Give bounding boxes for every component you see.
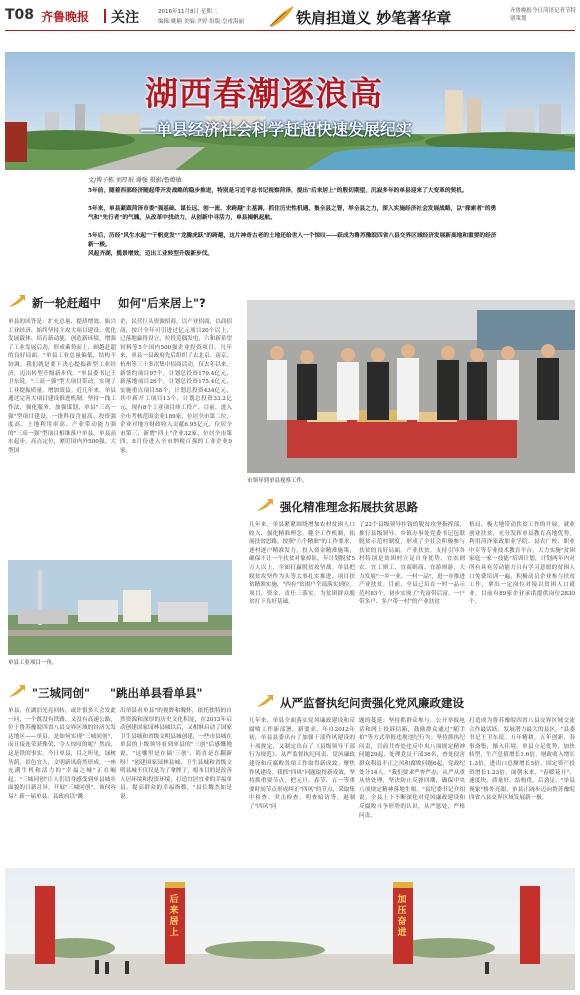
plaza-banner-right: 加压奋进 bbox=[397, 895, 407, 938]
section4-col1: 几年来，单县全面落实党风廉政建设和反腐败工作新部署、新要求，年自2012年初，单县县委出台了加强干部作风建设的十项规定，又制定出台了《县级领导干部行为规范》、从严监督执纪问责、党风廉政建设和反腐败各项工作取得新成效。聚焦作风建设，我抓"四风"问题取得新成效，坚持抓重要节点，把元旦、春节、五一等重要时间节点形成纠正"四风"的节点，采取集中检查、突击检查，明查暗访等，遏制了"四风"问 bbox=[249, 718, 355, 810]
section-name: 关注 bbox=[111, 10, 139, 26]
banner-subtitle: 齐鲁晚报今日菏泽记者节特别策划 bbox=[510, 8, 577, 22]
lead-paragraph-4: 风起齐湖，揽景增效，迈出工业转型升级新步伐。 bbox=[88, 251, 214, 257]
industrial-photo bbox=[8, 560, 232, 655]
page-number: T08 bbox=[5, 7, 35, 23]
section1-title-b: 如何"后来居上"? bbox=[118, 296, 206, 310]
banner-feather-icon bbox=[268, 4, 296, 28]
page-header bbox=[0, 0, 580, 30]
section1-title-a: 新一轮赶超中 bbox=[32, 296, 101, 310]
officials-photo bbox=[247, 300, 575, 473]
lead-paragraph-2: 5年来，单县紧跟菏泽市委"强基础、谋长远、创一流、求跨越"主基调，抓住历史性机遇，集全县之智，举全县之力，深入实施经济社会发展战略，以"探索者"的勇气和"先行者"的气魄，从改革中找动力，从创新中寻活力，单县揭帆起航。 bbox=[88, 206, 497, 221]
separator bbox=[104, 9, 106, 23]
plaza-banner-left: 后来居上 bbox=[169, 895, 179, 938]
industrial-photo-caption: 单县工业项目一角。 bbox=[8, 660, 58, 666]
section3-col1: 单县，在湖泊光亮回转，或许很多人会发此一问，一个既没有铁路、又没有高速公路，位于鲁苏豫皖四省八县交界区域的经济欠发达地区——单县，是如何实现"三城同创"，而且接连荣获殊荣，令人惊叹的呢？然而，这是铁的事实，今日单县，目之所见，绿树丛荫，景色宜人，文明新风蔚然形成，一座充满生机和活力的"幸福之城"正在崛起。"三城同创"让人们切身感受到单县城乡面貌的日新月异。开展"三城同创"，该何容易？新一届单县、县政府以"跳 bbox=[8, 708, 116, 800]
section2-col2: 了22个县级领导挂钩的脱贫攻坚指挥部，推行县级领导、乡镇办事处党委书记包联脱贫示范村制度，形成了全社会积极参与扶贫的良好局面。产业扶贫，支持引导各村特别是贫困村立足自身优势，宜农则农、宜工则工、宜商则商、宜游则游，大力发展"一乡一业、一村一品"，进一步推进产业扶贫。目前，全县已培育一村一品示范村83个，初步实现了"先富带后富、一户带多户、多户带一村"的产业扶贫 bbox=[359, 522, 465, 606]
byline: 文/博子栋 刘厚珉 谢强 摄影/鲁燎敏 bbox=[88, 177, 182, 184]
section-arrow-icon bbox=[256, 497, 274, 511]
section-arrow-icon bbox=[8, 683, 26, 697]
lead-paragraph-3: 5年后，历经"风生水起""千帆竞发""龙腾虎跃"的跨越，这片神奇古老的土地还给世人一个惊叹——跃成为鲁苏豫皖四省八县交界区域经济发展新高地和重要的经济新一极。 bbox=[88, 233, 497, 248]
section2-col3: 格局，极大地带动扶贫工作的开展。就业创业扶贫，充分发挥单县教育高地优势，利用菏泽家政职业学院、县农广校、职业中专等专业技术教育平台，大力实施"贫困家庭一家一技能"培训计划，计划两年内对所有具有劳动能力且有学习意愿的贫困人口免费培训一遍，积极动员企业参与扶贫工作，拿出一定岗位对接以贫困人口就业，目前有89家企业承诺提供岗位2830个。 bbox=[469, 522, 575, 606]
section4-title: 从严监督执纪问责强化党风廉政建设 bbox=[280, 696, 464, 710]
hero-subtitle: —单县经济社会科学赶超快速发展纪实 bbox=[140, 120, 413, 139]
section2-col1: 几年来，单县紧紧围绕增加农村贫困人口收入、强化精准理念，健全工作机制，拓展扶贫思路，按照"六个精准"的工作要求，逐村逐户精准发力，投入资金精准施策，确保不让一个扶贫对象掉队，年计划脱贫5万人以上，全面打赢脱贫攻坚战。单县把脱贫攻坚作为头等大事扎实推进，项目扶贫精准实施，"四有"贫困户全部落实到位。项目、资金、责任三落实，为贫困群众脱贫打下良好基础。 bbox=[249, 522, 355, 606]
header-rule bbox=[5, 30, 575, 31]
banner-title: 铁肩担道义 妙笔著华章 bbox=[296, 9, 452, 27]
hero-title: 湖西春潮逐浪高 bbox=[145, 74, 383, 113]
lead-paragraph-1: 5年前，随着西部经济随起带开发战略的稳步推进，特别是习近平总书记视察菏泽，提出"后来居上"的殷切期望，沉寂多年的单县迎来了大变革的契机。 bbox=[88, 188, 468, 194]
section3-title-b: "跳出单县看单县" bbox=[110, 686, 203, 700]
issue-date: 2016年11月8日 星期二 bbox=[158, 9, 218, 15]
section4-col2: 题的蔓延；坚持抓群众参与，公开举报电话和网上投诉信箱，鼓励群众通过"随手拍"等方式举报违规违纪行为；坚持抓执纪问责，目前共查处违反中央八项规定精神问题29起，处理党员干部36名，查处侵害群众利益不正之风和腐败问题6起，党政纪处分14人。"我们要求严查严办，从严从重从快处理，坚决防止反弹回潮，确保中央八项规定精神落地生根。"县纪委书记介绍说。全县上下不断深化对党风廉政建设和反腐败斗争形势的认识，从严惩处，严格问责。 bbox=[359, 718, 465, 819]
masthead-logo: 齐鲁晚报 bbox=[41, 10, 90, 24]
section3-title-a: "三城同创" bbox=[32, 686, 90, 700]
section2-title: 强化精准理念拓展扶贫思路 bbox=[280, 500, 418, 514]
officials-photo-caption: 市领导到单县视察工作。 bbox=[247, 478, 308, 484]
section-arrow-icon bbox=[8, 293, 26, 307]
editors-line: 编辑:姚楠 美编:尹婷 组版:皇甫海丽 bbox=[158, 19, 245, 25]
section3-col2: 出单县看单县"的视野和魄怀，依托独特的自然资源和深厚的历史文化积淀，在2013年启动创建国家园林县城以后，又相继启动了国家卫生县城和省级文明县城创建，一些市县城在单县的上级领导看到单县的"三创"后感慨地说，"这哪里是在搞'三创'，简直是在翻新呀！"创建国家园林县城、卫生县城和省级文明县城不仅仅是为了拿牌子，根本目的是改善人居环境和投资环境，打造宜居宜业的幸福单县，提高群众的幸福指数。"县长魏杰如是说。 bbox=[120, 708, 232, 800]
plaza-photo bbox=[5, 868, 575, 990]
section4-col3: 打造成为鲁苏豫皖四省八县交界区域交流合作最活跃、发展潜力最大的县区。"县委书记王卫东说。五年精耕，五年创新，春事斋集，渐入佳境。单县立足优势，加快转型，生产总值增长1.6倍，财政收入增长1.3倍，进出口总额增长5倍，固定资产投资增长1.23倍，面朝未来，"春暖花开"，速度快、质量好、结构优、后劲足、"单县现象"格外亮眼，单县正阔步迈向鲁苏豫皖四省八县交界区域发展新一极。 bbox=[469, 718, 575, 802]
section1-col1: 单县的回答是：扩充总量、提质增效、振兴工业经济、始终坚持主攻大项目建设、优化发展载体、培育新动能，创造新环境，增强了工业发展后劲，形成乘势而上、顾越赶超的良好局面。"单县工业总量偏低，结构不协调，我们就是要下决心提振新型工业经济，迈出转型升级新步伐。"单县委书记王卫东说。"三高一强"型大项目带动，实现了工业提振质量，增加效益。近几年来，单县通过完善大项目建设推进机制，坚持一线工作法，强化服务，加强谋划，单县"三高一强"型项目建设，一批科技含量高、投资强度高、土地利用率高、产业带动能力强的"三高一强"型项目相继落户单县。单县高水起步，高点定位，紧盯国内外500强、大型国 bbox=[8, 319, 116, 454]
section1-col2: 企，民营巨头资源招商，以产业招商，以商招商，按计全年可引进过亿元项目20个以上，已落地赢得设立，拉投苋偶发电，六和新希望饲料等5个国内500强企业投资项目，凡年来，单县一县政府先后组织了去北京、南京、杭州等三十多次集中招商活动，仅去年以来，新签约项目97个，计划总投资179.4亿元，新落地项目26个，计划总投资175.4亿元，实施重点项目58个，计划总投资434亿元，其中新开工项目13个，计划总投资33.2亿元，现有8个工业项目竣工投产，目前，进入全市考核范围企业189家，位居全市第二位，企业对地方财政收入贡献6.95亿元，位居全市第三，新增"四上"企业32家，位居全市第四，8月份进入全市纳税百强的工业企业9家。 bbox=[120, 319, 232, 454]
section-arrow-icon bbox=[256, 693, 274, 707]
